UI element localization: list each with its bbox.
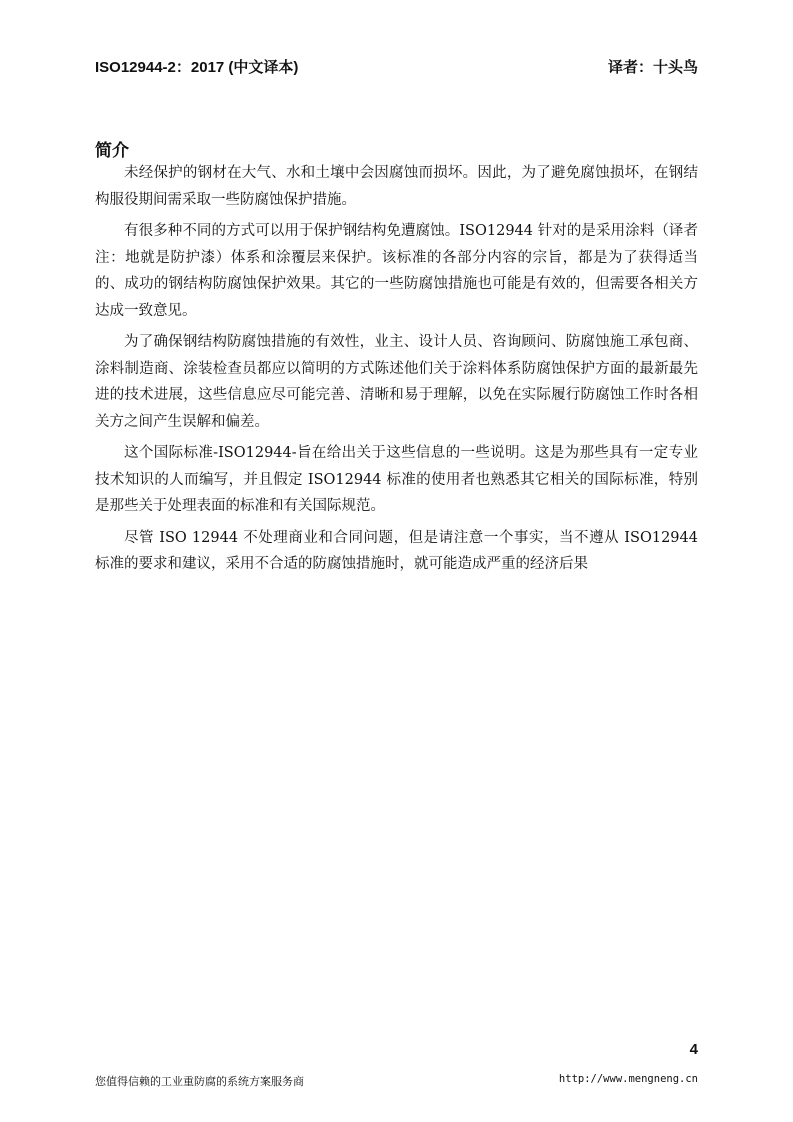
page-header	[95, 56, 698, 77]
body-text	[95, 160, 698, 583]
footer-url: http://www.mengneng.cn	[558, 1073, 698, 1085]
page-number: 4	[689, 1041, 698, 1058]
translator-credit: 译者：十头鸟	[607, 59, 698, 76]
paragraph: 有很多种不同的方式可以用于保护钢结构免遭腐蚀。ISO12944 针对的是采用涂料（译者注：地就是防护漆）体系和涂覆层来保护。该标准的各部分内容的宗旨，都是为了获得适当的、成功的钢结构防腐蚀保护效果。其它的一些防腐蚀措施也可能是有效的，但需要各相关方达成一致意见。	[95, 223, 698, 319]
paragraph: 为了确保钢结构防腐蚀措施的有效性，业主、设计人员、咨询顾问、防腐蚀施工承包商、涂料制造商、涂装检查员都应以简明的方式陈述他们关于涂料体系防腐蚀保护方面的最新最先进的技术进展，这些信息应尽可能完善、清晰和易于理解，以免在实际履行防腐蚀工作时各相关方之间产生误解和偏差。	[95, 334, 698, 430]
paragraph: 这个国际标准-ISO12944-旨在给出关于这些信息的一些说明。这是为那些具有一定专业技术知识的人而编写，并且假定 ISO12944 标准的使用者也熟悉其它相关的国际标准，特别是那些关于处理表面的标准和有关国际规范。	[95, 445, 698, 514]
page-footer	[95, 1073, 698, 1089]
section-title: 简介	[95, 141, 129, 160]
document-title: ISO12944-2：2017 (中文译本)	[95, 59, 299, 76]
footer-slogan: 您值得信赖的工业重防腐的系统方案服务商	[95, 1075, 304, 1088]
paragraph: 未经保护的钢材在大气、水和土壤中会因腐蚀而损坏。因此，为了避免腐蚀损坏，在钢结构服役期间需采取一些防腐蚀保护措施。	[95, 165, 698, 208]
paragraph: 尽管 ISO 12944 不处理商业和合同问题，但是请注意一个事实，当不遵从 ISO12944 标准的要求和建议，采用不合适的防腐蚀措施时，就可能造成严重的经济后果	[95, 529, 698, 572]
